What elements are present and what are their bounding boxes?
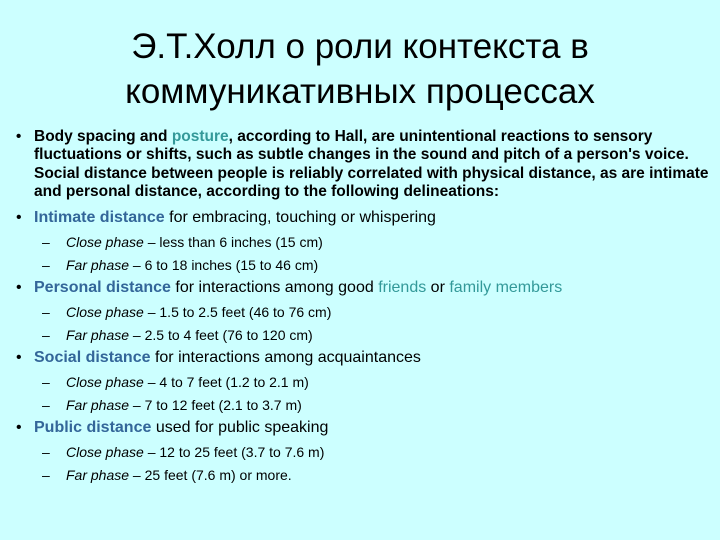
- desc-personal-mid: or: [426, 278, 450, 296]
- phase-value: – 25 feet (7.6 m) or more.: [129, 466, 292, 483]
- intro-text-before: Body spacing and: [34, 128, 172, 145]
- list-item-intimate: [16, 208, 712, 228]
- phase-label: Far phase: [66, 466, 130, 483]
- phase-value: – 2.5 to 4 feet (76 to 120 cm): [129, 326, 313, 343]
- sub-item-public-close: [16, 443, 712, 461]
- phase-value: – 7 to 12 feet (2.1 to 3.7 m): [129, 396, 302, 413]
- phase-label: Close phase: [66, 373, 144, 390]
- list-item-personal: [16, 278, 712, 298]
- phase-label: Close phase: [66, 303, 144, 320]
- intro-highlight-posture: posture: [171, 128, 229, 145]
- phase-value: – 12 to 25 feet (3.7 to 7.6 m): [143, 443, 325, 460]
- intro-text-after: , according to Hall, are unintentional reactions to sensory fluctuations or shifts, such as subtle changes in the sound and pitch of a person's voice. Social distance between people is reliably correlated with physical distance, as are intimate and personal distance, according to the following delineations:: [34, 128, 709, 201]
- phase-value: – less than 6 inches (15 cm): [143, 233, 323, 250]
- term-public: Public distance: [34, 418, 152, 436]
- dash-icon: –: [42, 303, 50, 320]
- desc-social: for interactions among acquaintances: [150, 348, 421, 366]
- sub-item-social-close: [16, 373, 712, 391]
- sub-item-intimate-far: [16, 256, 712, 274]
- sub-item-personal-far: [16, 326, 712, 344]
- dash-icon: –: [42, 396, 50, 413]
- slide-content: [16, 128, 712, 484]
- dash-icon: –: [42, 256, 50, 273]
- term-intimate: Intimate distance: [34, 208, 165, 226]
- bullet-icon: •: [16, 348, 22, 366]
- bullet-icon: •: [16, 278, 22, 296]
- desc-public: used for public speaking: [151, 418, 329, 436]
- phase-label: Close phase: [66, 233, 144, 250]
- bullet-icon: •: [16, 128, 22, 145]
- list-item-social: [16, 348, 712, 368]
- desc-intimate: for embracing, touching or whispering: [164, 208, 436, 226]
- link-family-members[interactable]: family members: [449, 278, 563, 296]
- term-social: Social distance: [34, 348, 151, 366]
- dash-icon: –: [42, 373, 50, 390]
- sub-item-personal-close: [16, 303, 712, 321]
- phase-label: Far phase: [66, 256, 130, 273]
- intro-bullet: [16, 128, 712, 202]
- slide-title: [0, 24, 720, 114]
- sub-item-social-far: [16, 396, 712, 414]
- list-item-public: [16, 418, 712, 438]
- term-personal: Personal distance: [34, 278, 171, 296]
- phase-label: Far phase: [66, 326, 130, 343]
- title-line-1: Э.Т.Холл о роли контекста в: [131, 27, 589, 66]
- phase-label: Far phase: [66, 396, 130, 413]
- dash-icon: –: [42, 443, 50, 460]
- title-line-2: коммуникативных процессах: [125, 72, 595, 111]
- desc-personal: for interactions among good: [170, 278, 379, 296]
- bullet-icon: •: [16, 418, 22, 436]
- dash-icon: –: [42, 326, 50, 343]
- sub-item-public-far: [16, 466, 712, 484]
- phase-value: – 1.5 to 2.5 feet (46 to 76 cm): [143, 303, 332, 320]
- phase-value: – 4 to 7 feet (1.2 to 2.1 m): [143, 373, 309, 390]
- dash-icon: –: [42, 233, 50, 250]
- bullet-icon: •: [16, 208, 22, 226]
- sub-item-intimate-close: [16, 233, 712, 251]
- phase-value: – 6 to 18 inches (15 to 46 cm): [129, 256, 319, 273]
- phase-label: Close phase: [66, 443, 144, 460]
- link-friends[interactable]: friends: [378, 278, 427, 296]
- dash-icon: –: [42, 466, 50, 483]
